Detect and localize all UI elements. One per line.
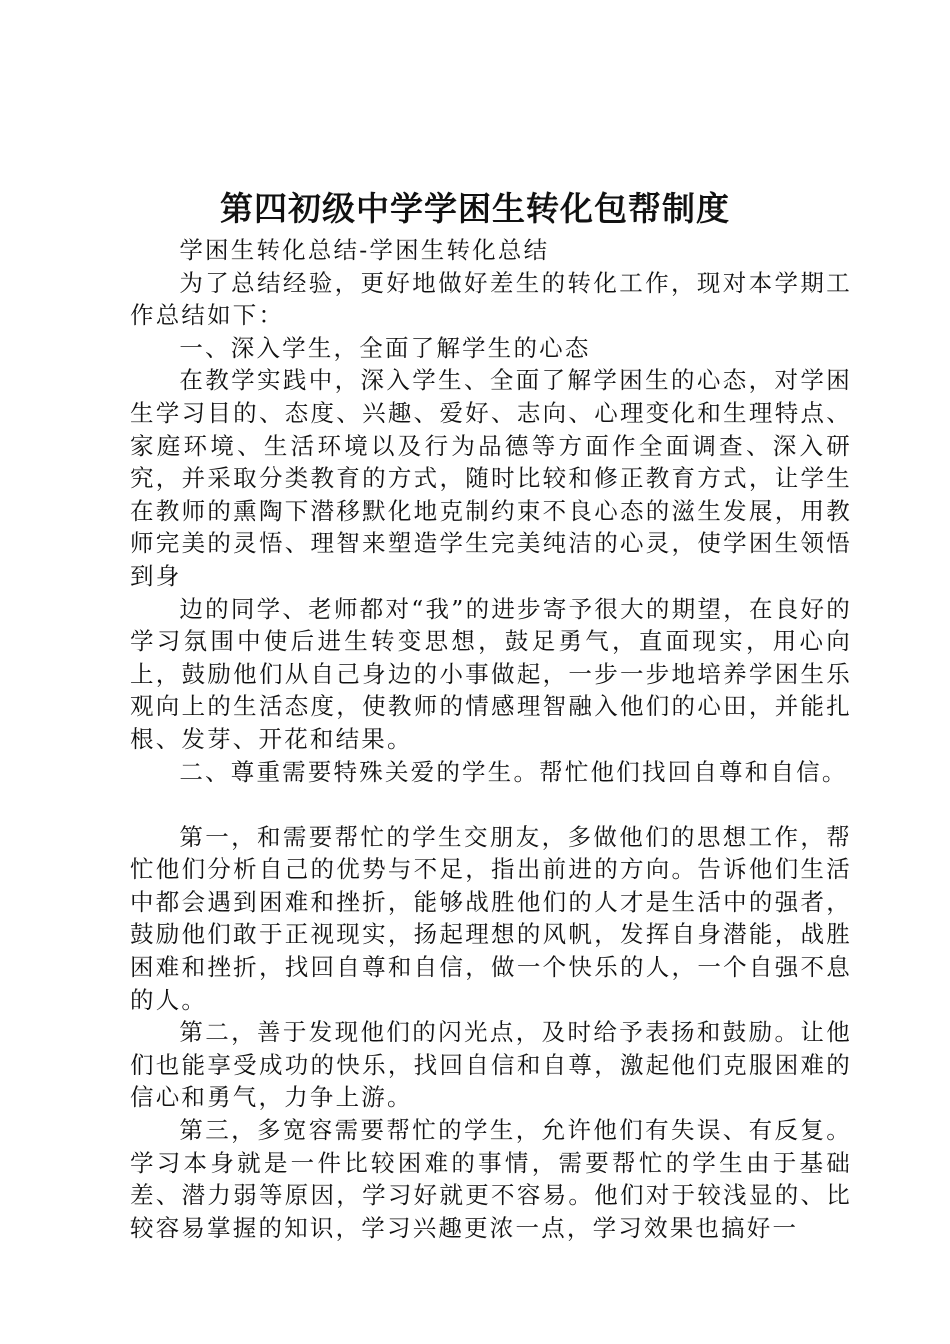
document-title: 第四初级中学学困生转化包帮制度	[220, 189, 730, 228]
paragraph: 边的同学、老师都对“我”的进步寄予很大的期望，在良好的学习氛围中使后进生转变思想，鼓足勇气，直面现实，用心向上，鼓励他们从自己身边的小事做起，一步一步地培养学困生乐观向上的生活态度，使教师的情感理智融入他们的心田，并能扎根、发芽、开花和结果。	[130, 594, 852, 753]
document-body	[130, 234, 852, 1244]
paragraph: 第三，多宽容需要帮忙的学生，允许他们有失误、有反复。学习本身就是一件比较困难的事情，需要帮忙的学生由于基础差、潜力弱等原因，学习好就更不容易。他们对于较浅显的、比较容易掌握的知识，学习兴趣更浓一点，学习效果也搞好一	[130, 1116, 852, 1242]
paragraph-intro: 为了总结经验，更好地做好差生的转化工作，现对本学期工作总结如下：	[130, 268, 852, 330]
paragraph: 第二，善于发现他们的闪光点，及时给予表扬和鼓励。让他们也能享受成功的快乐，找回自信和自尊，激起他们克服困难的信心和勇气，力争上游。	[130, 1018, 852, 1112]
section-heading-2: 二、尊重需要特殊关爱的学生。帮忙他们找回自尊和自信。	[179, 757, 848, 786]
paragraph-subtitle: 学困生转化总结-学困生转化总结	[179, 236, 550, 264]
paragraph: 第一，和需要帮忙的学生交朋友，多做他们的思想工作，帮忙他们分析自己的优势与不足，指出前进的方向。告诉他们生活中都会遇到困难和挫折，能够战胜他们的人才是生活中的强者，鼓励他们敢于正视现实，扬起理想的风帆，发挥自身潜能，战胜困难和挫折，找回自尊和自信，做一个快乐的人，一个自强不息的人。	[130, 822, 852, 1014]
paragraph: 在教学实践中，深入学生、全面了解学困生的心态，对学困生学习目的、态度、兴趣、爱好、志向、心理变化和生理特点、家庭环境、生活环境以及行为品德等方面作全面调查、深入研究，并采取分类教育的方式，随时比较和修正教育方式，让学生在教师的熏陶下潜移默化地克制约束不良心态的滋生发展，用教师完美的灵悟、理智来塑造学生完美纯洁的心灵，使学困生领悟到身	[130, 366, 852, 590]
section-heading-1: 一、深入学生，全面了解学生的心态	[179, 333, 591, 362]
